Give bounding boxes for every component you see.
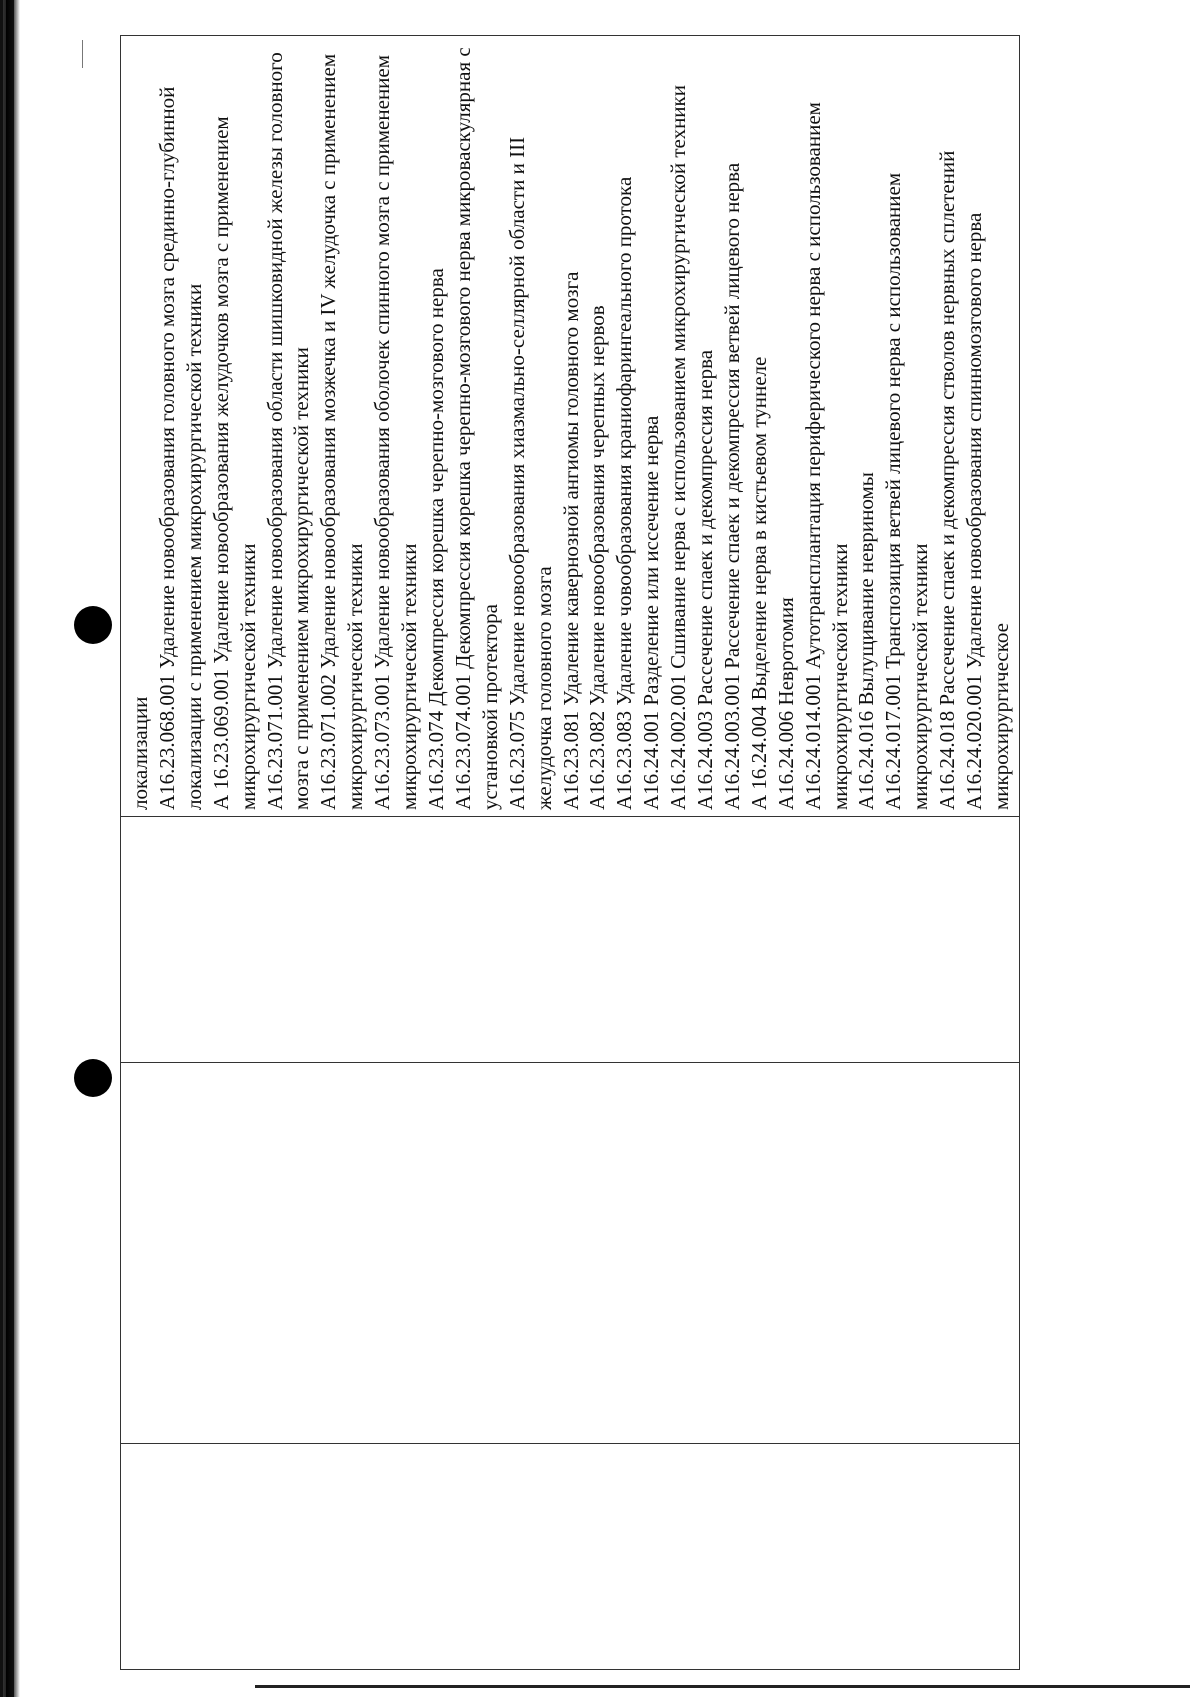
punch-hole [74,1059,112,1097]
table-cell-empty-3 [121,817,1020,1063]
list-item: локализации [128,696,152,810]
list-item: А16.24.017.001 Транспозиция ветвей лицевого нерва с использованием микрохирургической техники [881,172,933,810]
list-item: А16.23.074 Декомпрессия корешка черепно-мозгового нерва [423,268,448,810]
list-item: А16.24.003 Рассечение спаек и декомпрессия нерва [693,349,718,810]
list-item: А16.23.081 Удаление кавернозной ангиомы головного мозга [558,271,583,810]
list-item: А16.24.002.001 Сшивание нерва с использованием микрохирургической техники [666,85,691,810]
list-item: А 16.23.069.001 Удаление новообразования желудочков мозга с применением микрохирургической техники [208,116,260,810]
list-item: А16.24.006 Невротомия [773,597,798,810]
list-item: А16.23.083 Удаление човообразования краниофарингеального протока [612,176,637,810]
table-cell-empty-1 [121,1444,1020,1670]
table-row [121,36,1020,1670]
table-cell-empty-2 [121,1063,1020,1444]
list-item: А16.24.014.001 Аутотрансплантация периферического нерва с использованием микрохирургической техники [800,102,852,810]
list-item: А16.23.068.001 Удаление новообразования головного мозга срединно-глубинной локализации с применением микрохирургической техники [154,86,206,810]
list-item: А16.23.074.001 Декомпрессия корешка черепно-мозгового нерва микроваскулярная с установкой протектора [450,47,502,810]
list-item: А16.23.071.001 Удаление новообразования области шишковидной железы головного мозга с применением микрохирургической техники [262,52,314,810]
punch-hole [74,606,112,644]
procedures-cell [121,36,1020,817]
scan-bottom-edge [255,1685,1190,1688]
rotated-page [120,40,1020,1670]
list-item: А16.24.018 Рассечение спаек и декомпрессия стволов нервных сплетений [935,150,960,810]
list-item: А16.24.016 Вылущивание невриномы [854,472,879,810]
scan-edge-shadow [14,0,20,1697]
list-item: А16.23.082 Удаление новообразования черепных нервов [585,305,610,810]
list-item: А16.24.001 Разделение или иссечение нерва [639,415,664,810]
scan-left-edge [0,0,14,1697]
procedures-table [120,35,1020,1670]
table-border-stub [82,40,83,68]
procedure-list [121,36,1015,816]
list-item: А16.24.020.001 Удаление новообразования спинномозгового нерва микрохирургическое [962,212,1013,810]
list-item: А16.23.073.001 Удаление новообразования оболочек спинного мозга с применением микрохирургической техники [370,54,422,810]
list-item: А16.23.075 Удаление новообразования хиазмально-селлярной области и III желудочка головного мозга [504,136,556,810]
list-item: А16.24.003.001 Рассечение спаек и декомпрессия ветвей лицевого нерва [719,162,744,810]
list-item: А 16.24.004 Выделение нерва в кистьевом туннеле [746,356,771,810]
list-item: А16.23.071.002 Удаление новообразования мозжечка и IV желудочка с применением микрохирургической техники [316,53,368,810]
